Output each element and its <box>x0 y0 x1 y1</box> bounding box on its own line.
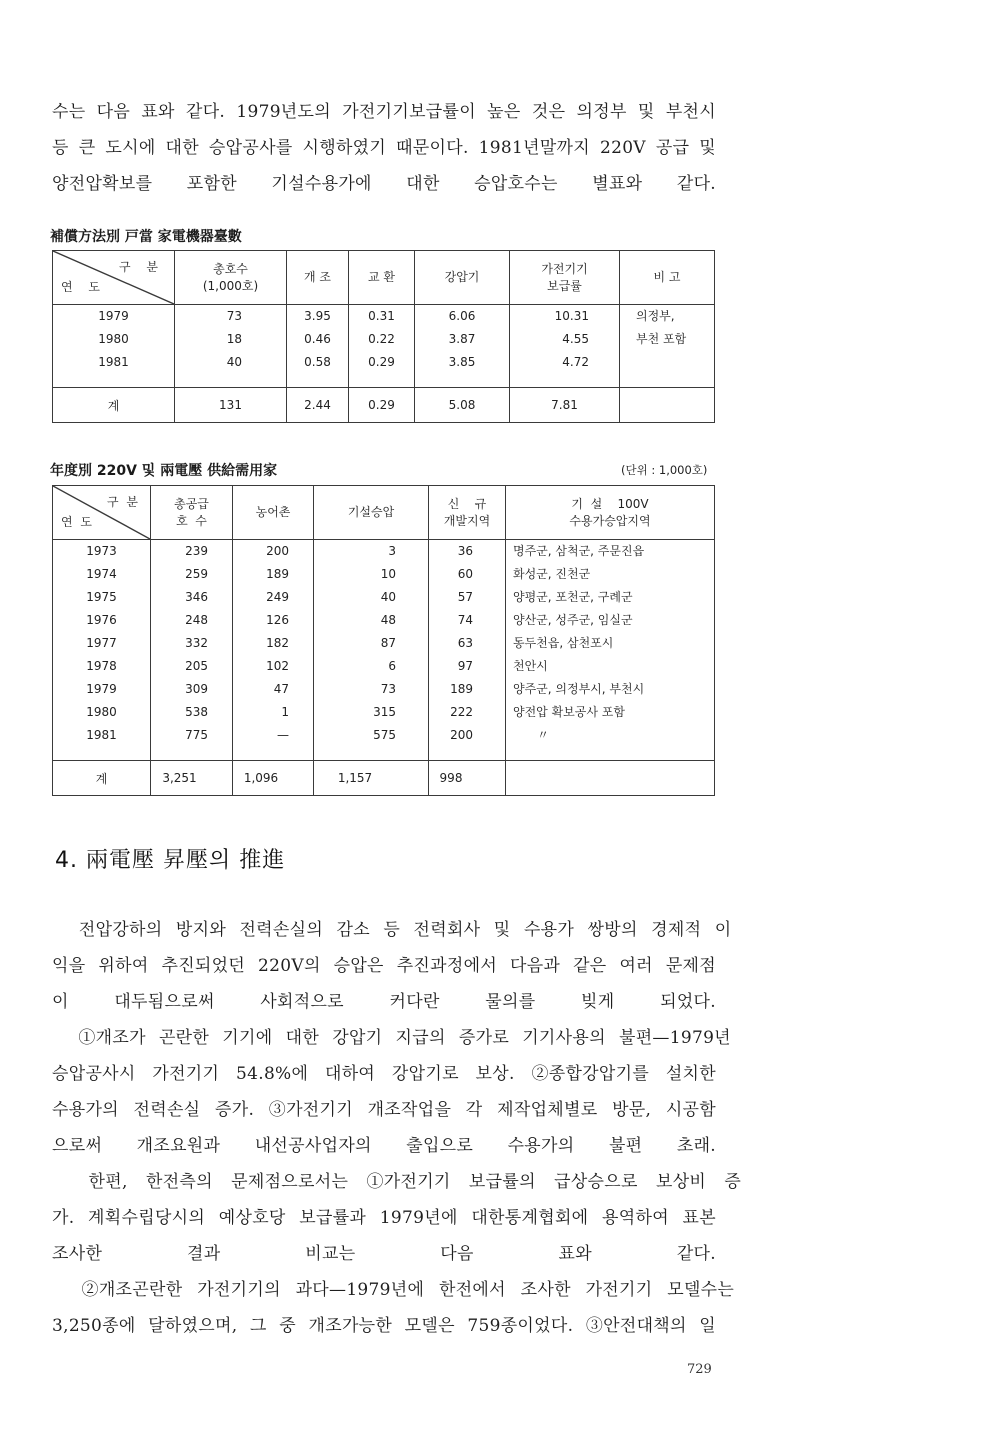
header-upgrade-regions <box>506 486 715 540</box>
total-supply-column <box>151 540 233 761</box>
data-cell: 47 <box>273 682 289 696</box>
text-line: 3,250종에 달하였으며, 그 중 개조가능한 모델은 759종이었다. ③안전대책의 일 <box>52 1316 716 1336</box>
header-total-supply <box>151 486 233 540</box>
text-line: ①개조가 곤란한 기기에 대한 강압기 지급의 증가로 기기사용의 불편—1979년 <box>52 1028 731 1048</box>
text-line: 한편, 한전측의 문제점으로서는 ①가전기기 보급률의 급상승으로 보상비 증 <box>52 1172 742 1192</box>
total-cell: 998 <box>429 761 506 796</box>
data-cell: 〃 <box>537 728 550 742</box>
corner-year-label: 연 도 <box>61 280 106 294</box>
data-cell: 0.22 <box>368 332 395 346</box>
data-cell: 189 <box>450 682 473 696</box>
text-line: 전압강하의 방지와 전력손실의 감소 등 전력회사 및 수용가 쌍방의 경제적 이 <box>52 920 732 940</box>
total-cell <box>506 761 715 796</box>
data-cell: 200 <box>266 544 289 558</box>
penetration-column <box>510 305 620 388</box>
data-cell: 73 <box>226 309 242 323</box>
body-paragraph-2 <box>52 1020 731 1164</box>
total-cell: 0.29 <box>349 388 415 423</box>
corner-category-label: 구 분 <box>107 495 140 509</box>
data-cell: 1981 <box>86 728 117 742</box>
data-cell: 315 <box>373 705 396 719</box>
data-cell: 60 <box>457 567 473 581</box>
data-cell: 화성군, 진천군 <box>513 567 591 581</box>
data-cell: 4.55 <box>562 332 589 346</box>
text-line: 익을 위하여 추진되었던 220V의 승압은 추진과정에서 다음과 같은 여러 문제점 <box>52 956 716 976</box>
header-existing-upgrade: 기설승압 <box>314 486 429 540</box>
intro-paragraph <box>52 94 716 202</box>
data-cell: 10.31 <box>554 309 589 323</box>
intro-line: 수는 다음 표와 같다. 1979년도의 가전기기보급률이 높은 것은 의정부 및 부천시 <box>52 102 716 122</box>
data-cell: 양산군, 성주군, 임실군 <box>513 613 633 627</box>
header-new-development <box>429 486 506 540</box>
text-line: 가. 계획수립당시의 예상호당 보급률과 1979년에 대한통계협회에 용역하여 표본 <box>52 1208 716 1228</box>
data-cell: 동두천읍, 삼천포시 <box>513 636 614 650</box>
data-cell: 3.87 <box>448 332 476 346</box>
total-cell: 5.08 <box>415 388 510 423</box>
year-cell: 1980 <box>98 332 129 346</box>
data-cell: 346 <box>185 590 208 604</box>
supply-households-table <box>52 485 715 796</box>
year-cell: 1979 <box>98 309 129 323</box>
data-cell: 양주군, 의정부시, 부천시 <box>513 682 645 696</box>
data-cell: 0.31 <box>368 309 395 323</box>
data-cell: 18 <box>226 332 242 346</box>
header-line: 보급률 <box>547 278 582 293</box>
header-exchange: 교 환 <box>349 251 415 305</box>
data-cell: 0.58 <box>304 355 331 369</box>
data-cell: 200 <box>450 728 473 742</box>
header-remarks: 비 고 <box>620 251 715 305</box>
header-line: 총공급 <box>174 496 209 511</box>
text-line: 승압공사시 가전기기 54.8%에 대하여 강압기로 보상. ②종합강압기를 설치한 <box>52 1064 716 1084</box>
text-line: 수용가의 전력손실 증가. ③가전기기 개조작업을 각 제작업체별로 방문, 시공함 <box>52 1100 716 1120</box>
step-down-column <box>415 305 510 388</box>
total-cell: 3,251 <box>151 761 233 796</box>
header-line: 호 수 <box>176 513 207 528</box>
data-cell: 36 <box>457 544 473 558</box>
data-cell: 309 <box>185 682 208 696</box>
data-cell: 48 <box>380 613 396 627</box>
data-cell: 102 <box>266 659 289 673</box>
data-cell: 6 <box>388 659 396 673</box>
data-cell: 6.06 <box>448 309 476 323</box>
corner-header <box>53 251 175 305</box>
data-cell: 1974 <box>86 567 117 581</box>
intro-line: 양전압확보를 포함한 기설수용가에 대한 승압호수는 별표와 같다. <box>52 174 716 194</box>
data-cell: 575 <box>373 728 396 742</box>
data-cell: 222 <box>450 705 473 719</box>
data-cell: 775 <box>185 728 208 742</box>
data-cell: 63 <box>457 636 473 650</box>
section-heading: 4. 兩電壓 昇壓의 推進 <box>55 848 286 873</box>
total-cell: 1,157 <box>314 761 429 796</box>
intro-line: 등 큰 도시에 대한 승압공사를 시행하였기 때문이다. 1981년말까지 220V 공급 및 <box>52 138 716 158</box>
table-total-row <box>53 388 715 423</box>
header-line: 총호수 <box>213 261 248 276</box>
header-penetration <box>510 251 620 305</box>
data-cell: 73 <box>380 682 396 696</box>
table-body-row <box>53 305 715 388</box>
body-paragraph-4 <box>52 1272 735 1344</box>
data-cell: 4.72 <box>562 355 589 369</box>
corner-year-label: 연 도 <box>61 515 94 529</box>
data-cell: 3.85 <box>448 355 476 369</box>
data-cell: 57 <box>457 590 473 604</box>
upgrade-regions-column <box>506 540 715 761</box>
text-line: ②개조곤란한 가전기기의 과다—1979년에 한전에서 조사한 가전기기 모델수는 <box>52 1280 735 1300</box>
total-cell <box>620 388 715 423</box>
table-total-row <box>53 761 715 796</box>
header-line: (1,000호) <box>202 278 259 293</box>
corner-header <box>53 486 151 540</box>
data-cell: 1976 <box>86 613 117 627</box>
data-cell: 0.29 <box>368 355 395 369</box>
data-cell: 1980 <box>86 705 117 719</box>
remark-line: 의정부, <box>636 309 675 323</box>
header-modification: 개 조 <box>287 251 349 305</box>
data-cell: 천안시 <box>513 659 548 673</box>
year-column <box>53 540 151 761</box>
data-cell: 1973 <box>86 544 117 558</box>
header-step-down: 강압기 <box>415 251 510 305</box>
text-line: 이 대두됨으로써 사회적으로 커다란 물의를 빚게 되었다. <box>52 992 716 1012</box>
table2-caption: 年度別 220V 및 兩電壓 供給需用家 <box>50 463 278 479</box>
data-cell: 248 <box>185 613 208 627</box>
table-body-row <box>53 540 715 761</box>
header-line: 신 규 <box>447 496 487 511</box>
data-cell: 3 <box>388 544 396 558</box>
data-cell: 1977 <box>86 636 117 650</box>
data-cell: 명주군, 삼척군, 주문진읍 <box>513 544 645 558</box>
data-cell: 97 <box>457 659 473 673</box>
header-total-households <box>175 251 287 305</box>
data-cell: 양전압 확보공사 포함 <box>513 705 625 719</box>
header-line: 수용가승압지역 <box>569 513 651 528</box>
rural-column <box>233 540 314 761</box>
page-number: 729 <box>687 1362 712 1377</box>
body-paragraph-3 <box>52 1164 742 1272</box>
total-cell: 7.81 <box>510 388 620 423</box>
data-cell: 1 <box>281 705 289 719</box>
data-cell: 3.95 <box>304 309 331 323</box>
total-label: 계 <box>53 388 175 423</box>
table2-unit: (단위 : 1,000호) <box>621 463 708 477</box>
data-cell: 259 <box>185 567 208 581</box>
data-cell: 1978 <box>86 659 117 673</box>
data-cell: 1979 <box>86 682 117 696</box>
household-appliance-table <box>52 250 715 423</box>
year-column <box>53 305 175 388</box>
data-cell: 10 <box>380 567 396 581</box>
text-line: 으로써 개조요원과 내선공사업자의 출입으로 수용가의 불편 초래. <box>52 1136 716 1156</box>
header-line: 개발지역 <box>443 513 491 528</box>
header-rural: 농어촌 <box>233 486 314 540</box>
data-cell: 87 <box>380 636 396 650</box>
total-cell: 2.44 <box>287 388 349 423</box>
data-cell: 40 <box>380 590 396 604</box>
year-cell: 1981 <box>98 355 129 369</box>
exchange-column <box>349 305 415 388</box>
total-households-column <box>175 305 287 388</box>
data-cell: 189 <box>266 567 289 581</box>
data-cell: 74 <box>457 613 473 627</box>
table1-caption: 補償方法別 戸當 家電機器臺數 <box>50 229 242 245</box>
data-cell: 239 <box>185 544 208 558</box>
data-cell: 205 <box>185 659 208 673</box>
data-cell: 양평군, 포천군, 구례군 <box>513 590 633 604</box>
data-cell: 182 <box>266 636 289 650</box>
corner-category-label: 구 분 <box>119 260 164 274</box>
total-cell: 131 <box>175 388 287 423</box>
body-paragraph-1 <box>52 912 732 1020</box>
remark-line: 부천 포함 <box>636 332 687 346</box>
header-line: 기 설 100V <box>571 496 649 511</box>
data-cell: — <box>277 728 289 742</box>
data-cell: 332 <box>185 636 208 650</box>
data-cell: 40 <box>226 355 242 369</box>
data-cell: 0.46 <box>304 332 331 346</box>
data-cell: 126 <box>266 613 289 627</box>
text-line: 조사한 결과 비교는 다음 표와 같다. <box>52 1244 716 1264</box>
existing-upgrade-column <box>314 540 429 761</box>
data-cell: 1975 <box>86 590 117 604</box>
header-line: 가전기기 <box>541 261 588 276</box>
new-development-column <box>429 540 506 761</box>
total-label: 계 <box>53 761 151 796</box>
table-header-row <box>53 251 715 305</box>
total-cell: 1,096 <box>233 761 314 796</box>
data-cell: 249 <box>266 590 289 604</box>
modification-column <box>287 305 349 388</box>
table-header-row <box>53 486 715 540</box>
data-cell: 538 <box>185 705 208 719</box>
remarks-column <box>620 305 715 388</box>
